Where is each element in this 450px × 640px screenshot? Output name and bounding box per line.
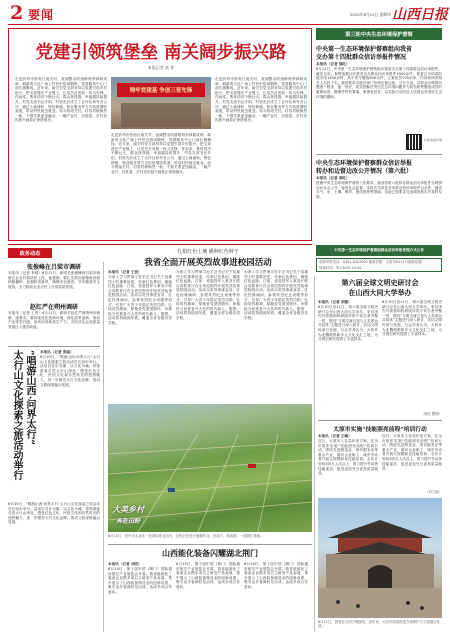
jingmen-title: 山西能化装备闪耀湖北荆门: [162, 548, 258, 558]
training-body-col1: 近日，太原市人社局印发方案，在全市组织实施“技能照亮前程”培训行动，围绕先进制造业、现代服务业等重点产业，面向企业职工、城乡劳动者开展大规模职业技能培训，全年计划培训5万人次以上，着力提升劳动者技能素质，促进更加充分更高质量就业。: [318, 439, 378, 476]
center-byline: 本报讯（记者 王晋）: [108, 270, 142, 274]
jingmen-body-col1: 6月10日，第十届中国（荆门）国际通用航空产业展览会开幕。我省能源化工装备企业携多项自主研发产品参展，集中展示了山西装备制造业的创新成果，吸引众多客商驻足洽谈，达成多项合作意向。: [108, 567, 172, 594]
hotline-box-label: 邮政信箱：: [368, 260, 386, 264]
center-body-col3: 为深入学习贯彻习近平总书记关于英雄烈士的重要论述，传承红色基因，赓续红色血脉，日前，省退役军人事务厅联合省教育厅在全省范围内开展英烈故事进校园活动。活动以英烈事迹宣讲、红色经典诵读、参观英烈纪念设施等形式，引导广大青少年铭记英烈功勋、弘扬英烈精神，厚植爱党爱国情怀，争做担当民族复兴大任的时代新人。据悉，活动将持续到年底，覆盖全省各级各类学校。: [244, 270, 308, 320]
jingmen-body-col3: 6月10日，第十届中国（荆门）国际通用航空产业展览会开幕。我省能源化工装备企业携多项自主研发产品参展，集中展示了山西装备制造业的创新成果，吸引众多客商驻足洽谈，达成多项合作意向。: [244, 562, 308, 589]
gov-news-tag: [8, 248, 52, 258]
section-name: 要闻: [28, 8, 55, 22]
lead-body-col1: 走进忻州市忻府区南关村，宽阔整洁的道路两旁绿树成荫，崭新的文化广场上村民们悠闲锻炼，党群服务中心门前红旗飘扬。近年来，南关村党支部坚持以党建引领乡村振兴，把支部建在产业链上，让党员在发展一线当先锋、作表率，集体经济不断壮大，群众获得感、幸福感持续提升。村党支部书记介绍，村里先后成立了合作社和劳务公司，通过土地流转、特色种植、物业服务等方式拓宽增收渠道，带动村民就近就业。如今的南关村，村容村貌焕然一新，干群关系更加融洽，一幅产业兴、百姓富、乡村美的振兴画卷正徐徐展开。: [15, 77, 107, 123]
sidebar-article2-title-l2: 转办和边督边改公开情况（第六批）: [316, 168, 413, 175]
center-title: 我省全面开展英烈故事进校园活动: [144, 258, 272, 268]
hotline-box: 太原市A111号邮政信箱: [385, 260, 422, 264]
lead-body-col3: 走进忻州市忻府区南关村，宽阔整洁的道路两旁绿树成荫，崭新的文化广场上村民们悠闲锻炼，党群服务中心门前红旗飘扬。近年来，南关村党支部坚持以党建引领乡村振兴，把支部建在产业链上，让党员在发展一线当先锋、作表率，集体经济不断壮大，群众获得感、幸福感持续提升。村党支部书记介绍，村里先后成立了合作社和劳务公司，通过土地流转、特色种植、物业服务等方式拓宽增收渠道，带动村民就近就业。如今的南关村，村容村貌焕然一新，干群关系更加融洽，一幅产业兴、百姓富、乡村美的振兴画卷正徐徐展开。: [215, 77, 307, 123]
hotline-phone: 0351-8323000: [342, 260, 368, 264]
hotline-info: [316, 258, 442, 272]
history-body-col1: 6月10日至11日，第六届全球文明史研讨会在山西大同大学举办。来自国内外高校和科研院所的专家学者齐聚一堂，围绕“文明交流互鉴与人类命运共同体”主题进行深入研讨，共话文明传承与发展。与会学者认为，大同作为北魏故都和多元文化交汇之地，为文明史研究提供了丰富样本。: [318, 305, 378, 342]
taihang-title-vertical: [8, 350, 36, 498]
lead-title: 党建引领筑堡垒 南关阔步振兴路: [35, 43, 287, 63]
hotline-phone-label: 受理举报电话：: [319, 260, 343, 264]
masthead: [0, 0, 450, 26]
lead-byline: 本报记者 高 玮: [147, 65, 175, 70]
datong-photo: [318, 498, 442, 618]
issue-date: 2025年6月12日 星期四: [350, 12, 391, 17]
sidebar: [316, 28, 442, 241]
farm-photo: [108, 404, 312, 532]
history-title-l2: 在山西大同大学举办: [348, 288, 412, 297]
hotline-banner: [316, 245, 442, 256]
lead-photo: [111, 77, 211, 129]
history-byline: 本报讯（记者 李娜）: [318, 300, 352, 304]
training-body-col2: 近日，太原市人社局印发方案，在全市组织实施“技能照亮前程”培训行动，围绕先进制造业、现代服务业等重点产业，面向企业职工、城乡劳动者开展大规模职业技能培训，全年计划培训5万人次以上，着力提升劳动者技能素质，促进更加充分更高质量就业。: [382, 434, 442, 471]
farm-photo-label-l1: 大美乡村: [112, 505, 144, 514]
sidebar-article1-byline: 本报讯（记者 郭旺）: [316, 62, 350, 66]
item1-body: 本报讯（记者 李强）6月11日，副省长张俊峰到吕梁市调研农业农村和防汛工作。他强调，要扎实抓好夏粮收获和秋粮播种，加强防汛备汛，确保安全度汛，守牢粮食安全底线，全力推动农业农村工作高质量发展。: [8, 271, 100, 289]
sidebar-article1-title-l2: 交办第十四批群众信访举报件情况: [316, 54, 407, 61]
history-credit: （郭旺 整理）: [420, 412, 442, 416]
taihang-body: 6月10日，“唱游山西·问界太行”太行山文化探索之旅活动在长治市举行。活动以音乐为媒、以文化为魂，带领游客走进太行山深处，感受红色文化、民俗文化和自然风光的独特魅力，进一步擦亮太行文化品牌，推动文旅深度融合发展。: [40, 355, 100, 387]
center-kicker: 扎根红色土壤 播种红色种子: [177, 249, 239, 255]
history-body-col2: 6月10日至11日，第六届全球文明史研讨会在山西大同大学举办。来自国内外高校和科研院所的专家学者齐聚一堂，围绕“文明交流互鉴与人类命运共同体”主题进行深入研讨，共话文明传承与发展。与会学者认为，大同作为北魏故都和多元文化交汇之地，为文明史研究提供了丰富样本。: [382, 300, 442, 337]
taihang-title-l1: 太行山文化探索之旅活动举行: [11, 350, 22, 480]
center-body-col2: 为深入学习贯彻习近平总书记关于英雄烈士的重要论述，传承红色基因，赓续红色血脉，日前，省退役军人事务厅联合省教育厅在全省范围内开展英烈故事进校园活动。活动以英烈事迹宣讲、红色经典诵读、参观英烈纪念设施等形式，引导广大青少年铭记英烈功勋、弘扬英烈精神，厚植爱党爱国情怀，争做担当民族复兴大任的时代新人。据悉，活动将持续到年底，覆盖全省各级各类学校。: [176, 270, 240, 320]
training-credit: （刘立威）: [425, 490, 442, 494]
city-gate-drawing: [318, 498, 442, 618]
sidebar-article2-byline: 本报讯（记者 郭旺）: [316, 176, 350, 180]
training-byline: 本报讯（记者 王琳）: [318, 434, 352, 438]
paper-logo: 山西日报: [392, 7, 448, 23]
lead-body-col2: 走进忻州市忻府区南关村，宽阔整洁的道路两旁绿树成荫，崭新的文化广场上村民们悠闲锻炼，党群服务中心门前红旗飘扬。近年来，南关村党支部坚持以党建引领乡村振兴，把支部建在产业链上，让党员在发展一线当先锋、作表率，集体经济不断壮大，群众获得感、幸福感持续提升。村党支部书记介绍，村里先后成立了合作社和劳务公司，通过土地流转、特色种植、物业服务等方式拓宽增收渠道，带动村民就近就业。如今的南关村，村容村貌焕然一新，干群关系更加融洽，一幅产业兴、百姓富、乡村美的振兴画卷正徐徐展开。: [111, 133, 211, 174]
sidebar-article2-body: 按照中央生态环境保护督察工作要求，我省将第六批转办群众信访举报件办理情况向社会公开，接受社会监督。本批次共涉及各市群众信访举报件百余件，涵盖大气、水、土壤、噪声、固体废物等领域，各地已按要求完成调查核实并及时反馈。: [316, 181, 442, 199]
gov-news-tag-text: 政务动态: [19, 251, 41, 257]
hotline-time: 受理时间：每天8:00-20:00: [319, 266, 362, 270]
sidebar-article1-body: 6月11日，中央第一生态环境保护督察组向我省交办第十四批群众信访举报件。截至目前，督察组累计向我省交办群众信访举报件1900余件，我省已办结或阶段办结1400余件，其中责令整改800余件，立案处罚100余家，约谈和问责相关人员若干名。我省要求各地各部门坚持边督边改、立行立改，对群众反映的问题逐一核查、逐一回应，切实把解决突出生态环境问题作为检验督察整改成效的重要标准，确保件件有着落、事事有回音，以实际行动回应人民群众对美好生态环境的期盼。: [316, 67, 442, 99]
item1-title: 张俊峰在吕梁市调研: [26, 264, 81, 271]
inspection-banner: [316, 28, 442, 40]
datong-photo-caption: 6月11日，游客在大同古城游览。近年来，大同市持续推进古城保护与文旅融合发展。: [318, 620, 440, 629]
center-body-col1: 为深入学习贯彻习近平总书记关于英雄烈士的重要论述，传承红色基因，赓续红色血脉，日前，省退役军人事务厅联合省教育厅在全省范围内开展英烈故事进校园活动。活动以英烈事迹宣讲、红色经典诵读、参观英烈纪念设施等形式，引导广大青少年铭记英烈功勋、弘扬英烈精神，厚植爱党爱国情怀，争做担当民族复兴大任的时代新人。据悉，活动将持续到年底，覆盖全省各级各类学校。: [108, 275, 172, 325]
taihang-body-cont: 6月10日，“唱游山西·问界太行”太行山文化探索之旅活动在长治市举行。活动以音乐为媒、以文化为魂，带领游客走进太行山深处，感受红色文化、民俗文化和自然风光的独特魅力，进一步擦亮太行文化品牌，推动文旅深度融合发展。: [8, 502, 100, 525]
item2-body: 本报讯（记者 王晋）6月11日，副省长赵红严到朔州市调研。她要求，要持续优化营商环境，深化改革创新，推动产业转型升级，加快培育新质生产力，为经济社会高质量发展注入强劲动能。: [8, 311, 100, 329]
qr-code: [406, 134, 422, 150]
history-title-l1: 第六届全球文明史研讨会: [341, 278, 419, 287]
training-title: 太原市实施“技能照亮前程”培训行动: [333, 427, 427, 433]
hotline-title: 中央第一生态环境保护督察组群众信访举报受理方式公告: [334, 248, 424, 252]
page-number: 2: [10, 2, 24, 24]
banner-text: 第三轮中央生态环境保护督察: [345, 32, 413, 38]
item2-title: 赵红严在朔州调研: [29, 304, 78, 311]
taihang-byline: 本报讯（记者 张丽）: [40, 350, 74, 354]
qr-label: 扫码查看详情: [424, 138, 443, 142]
jingmen-body-col2: 6月10日，第十届中国（荆门）国际通用航空产业展览会开幕。我省能源化工装备企业携多项自主研发产品参展，集中展示了山西装备制造业的创新成果，吸引众多客商驻足洽谈，达成多项合作意向。: [176, 562, 240, 589]
sidebar-article1-title-l1: 中央第一生态环境保护督察组向我省: [316, 46, 413, 53]
taihang-title-l2: “唱游山西·问界太行”: [24, 350, 35, 445]
sidebar-article2-title-l1: 中央生态环境保护督察群众信访举报: [316, 160, 413, 167]
farm-caption: 6月10日，晋中市太谷区一处高标准农田内，农机正在进行夏播作业，田成方、路成网，一派繁忙景象。: [108, 534, 264, 538]
jingmen-byline: 本报讯（记者 刘明）: [108, 562, 142, 566]
farm-photo-label-l2: 奔赴田野: [116, 518, 141, 525]
photo-banner-text: 铸牢党建基 争创三晋先锋: [129, 88, 193, 94]
lead-story: [8, 28, 312, 241]
